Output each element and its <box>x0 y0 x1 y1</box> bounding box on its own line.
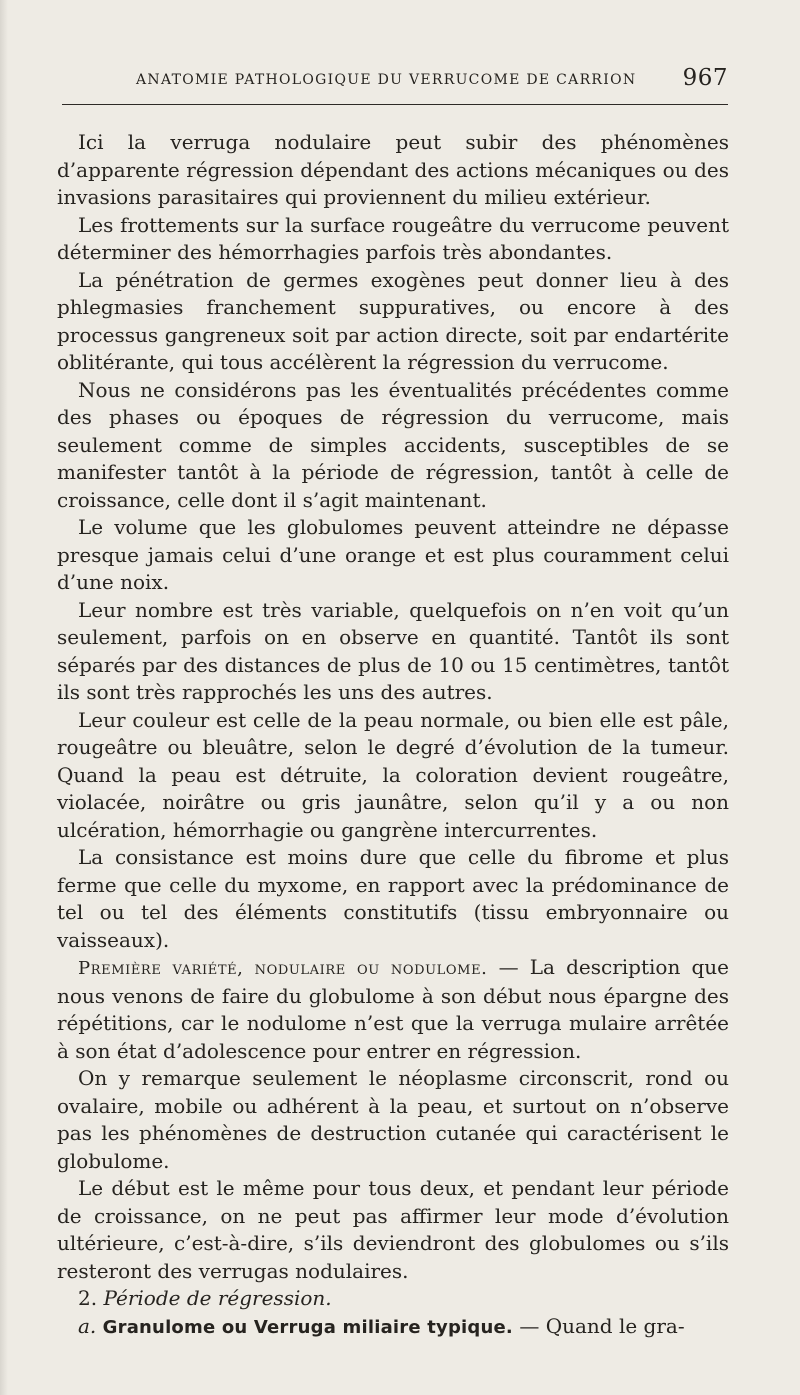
paragraph: Les frottements sur la surface rougeâtre du verrucome peuvent déterminer des hémorrhagies parfois très abondantes. <box>57 212 729 264</box>
running-title: ANATOMIE PATHOLOGIQUE DU VERRUCOME DE CARRION <box>136 72 637 88</box>
paragraph: Le début est le même pour tous deux, et pendant leur période de croissance, on ne peut pas affirmer leur mode d’évolution ultérieure, c’est-à-dire, s’ils deviendront des globulomes ou s’ils resteront des verrugas nodulaires. <box>57 1176 729 1283</box>
section-heading <box>57 1285 729 1313</box>
page-edge <box>0 0 8 1395</box>
paragraph: Nous ne considérons pas les éventualités précédentes comme des phases ou époques de régression du verrucome, mais seulement comme de simples accidents, susceptibles de se manifester tantôt à la période de régression, tantôt à celle de croissance, celle dont il s’agit maintenant. <box>57 377 729 512</box>
paragraph: Ici la verruga nodulaire peut subir des phénomènes d’apparente régression dépendant des actions mécaniques ou des invasions parasitaires qui proviennent du milieu extérieur. <box>57 130 729 209</box>
subsection-letter: a. <box>78 1313 97 1338</box>
paragraph: La consistance est moins dure que celle du fibrome et plus ferme que celle du myxome, en rapport avec la prédominance de tel ou tel des éléments constitutifs (tissu embryonnaire ou vaisseaux). <box>57 845 729 952</box>
section-number: 2. <box>78 1286 98 1310</box>
variety-paragraph <box>57 954 729 1065</box>
page-number: 967 <box>682 65 728 91</box>
paragraph: Leur couleur est celle de la peau normale, ou bien elle est pâle, rougeâtre ou bleuâtre, selon le degré d’évolution de la tumeur. Quand la peau est détruite, la coloration devient rougeâtre, violacée, noirâtre ou gris jaunâtre, selon qu’il y a ou non ulcération, hémorrhagie ou gangrène intercurrentes. <box>57 707 729 842</box>
section-title: Période de régression. <box>103 1286 332 1310</box>
header-rule <box>62 104 728 105</box>
final-line <box>57 1313 729 1342</box>
subsection-title: Granulome ou Verruga miliaire typique. <box>102 1316 513 1338</box>
paragraph: Le volume que les globulomes peuvent atteindre ne dépasse presque jamais celui d’une orange et est plus couramment celui d’une noix. <box>57 515 729 594</box>
final-line-text: — Quand le gra- <box>512 1313 685 1338</box>
variety-text: — La description que nous venons de faire du globulome à son début nous épargne des répétitions, car le nodulome n’est que la verruga mulaire arrêtée à son état d’adolescence pour entrer en régression. <box>57 955 729 1063</box>
paragraph: Leur nombre est très variable, quelquefois on n’en voit qu’un seulement, parfois on en observe en quantité. Tantôt ils sont séparés par des distances de plus de 10 ou 15 centimètres, tantôt ils sont très rapprochés les uns des autres. <box>57 597 729 704</box>
paragraph: On y remarque seulement le néoplasme circonscrit, rond ou ovalaire, mobile ou adhérent à la peau, et surtout on n’observe pas les phénomènes de destruction cutanée qui caractérisent le globulome. <box>57 1066 729 1173</box>
page-header <box>62 64 728 94</box>
paragraph: La pénétration de germes exogènes peut donner lieu à des phlegmasies franchement suppuratives, ou encore à des processus gangreneux soit par action directe, soit par endartérite oblitérante, qui tous accélèrent la régression du verrucome. <box>57 267 729 374</box>
variety-title: Première variété, nodulaire ou nodulome. <box>78 958 488 979</box>
body-text <box>57 129 729 1341</box>
